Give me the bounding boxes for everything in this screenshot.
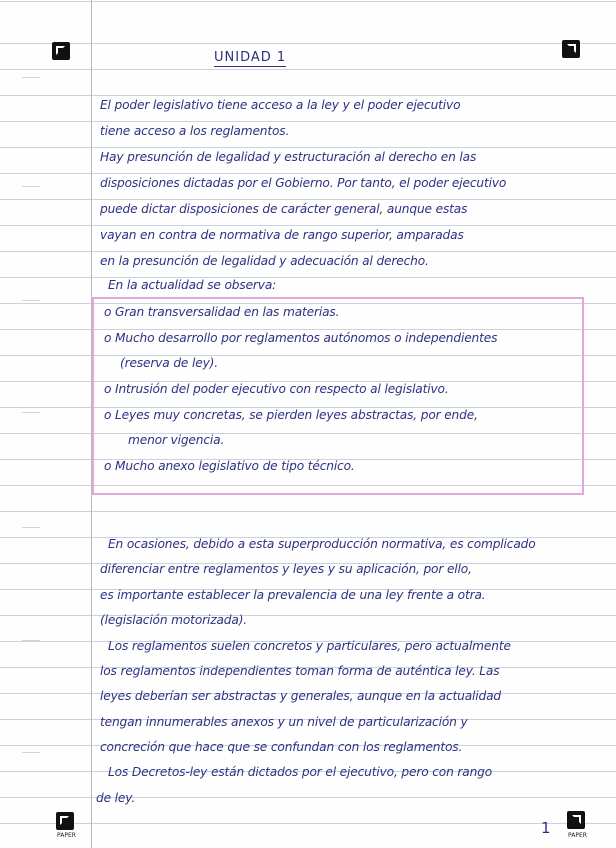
hole-tick [22, 77, 40, 78]
text-line: concreción que hace que se confundan con los reglamentos. [100, 740, 463, 754]
scan-marker-top-left [52, 42, 70, 60]
text-line: Los Decretos-ley están dictados por el ejecutivo, pero con rango [108, 765, 493, 779]
text-line: tengan innumerables anexos y un nivel de particularización y [100, 715, 468, 729]
hole-tick [22, 186, 40, 187]
text-line: En ocasiones, debido a esta superproducción normativa, es complicado [108, 537, 536, 551]
hole-tick [22, 412, 40, 413]
page-number: 1 [541, 819, 551, 837]
text-line: Los reglamentos suelen concretos y particulares, pero actualmente [108, 639, 511, 653]
list-item: o Leyes muy concretas, se pierden leyes abstractas, por ende, [104, 408, 478, 422]
list-item: o Mucho desarrollo por reglamentos autónomos o independientes [104, 331, 497, 345]
list-item: o Mucho anexo legislativo de tipo técnico. [104, 459, 355, 473]
text-line: El poder legislativo tiene acceso a la ley y el poder ejecutivo [100, 98, 461, 112]
scan-marker-label: PAPER [568, 832, 587, 839]
text-line: disposiciones dictadas por el Gobierno. Por tanto, el poder ejecutivo [100, 176, 507, 190]
text-line: leyes deberían ser abstractas y generales, aunque en la actualidad [100, 689, 502, 703]
text-line: es importante establecer la prevalencia de una ley frente a otra. [100, 588, 486, 602]
scan-marker-top-right [562, 40, 580, 58]
hole-tick [22, 752, 40, 753]
list-item-continuation: (reserva de ley). [120, 356, 218, 370]
text-line: los reglamentos independientes toman forma de auténtica ley. Las [100, 664, 500, 678]
scan-marker-bottom-right [567, 811, 585, 829]
text-line: diferenciar entre reglamentos y leyes y su aplicación, por ello, [100, 562, 472, 576]
list-item-continuation: menor vigencia. [128, 433, 225, 447]
text-line: de ley. [96, 791, 136, 805]
scan-marker-bottom-left [56, 812, 74, 830]
hole-tick [22, 300, 40, 301]
text-line: en la presunción de legalidad y adecuación al derecho. [100, 254, 429, 268]
text-line: En la actualidad se observa: [108, 278, 277, 292]
hole-tick [22, 640, 40, 641]
scan-marker-label: PAPER [57, 832, 76, 839]
list-item: o Intrusión del poder ejecutivo con respecto al legislativo. [104, 382, 449, 396]
text-line: vayan en contra de normativa de rango superior, amparadas [100, 228, 464, 242]
page-title: UNIDAD 1 [214, 50, 287, 65]
text-line: Hay presunción de legalidad y estructuración al derecho en las [100, 150, 477, 164]
text-line: (legislación motorizada). [100, 613, 248, 627]
list-item: o Gran transversalidad en las materias. [104, 305, 339, 319]
text-line: puede dictar disposiciones de carácter general, aunque estas [100, 202, 468, 216]
text-line: tiene acceso a los reglamentos. [100, 124, 290, 138]
hole-tick [22, 527, 40, 528]
